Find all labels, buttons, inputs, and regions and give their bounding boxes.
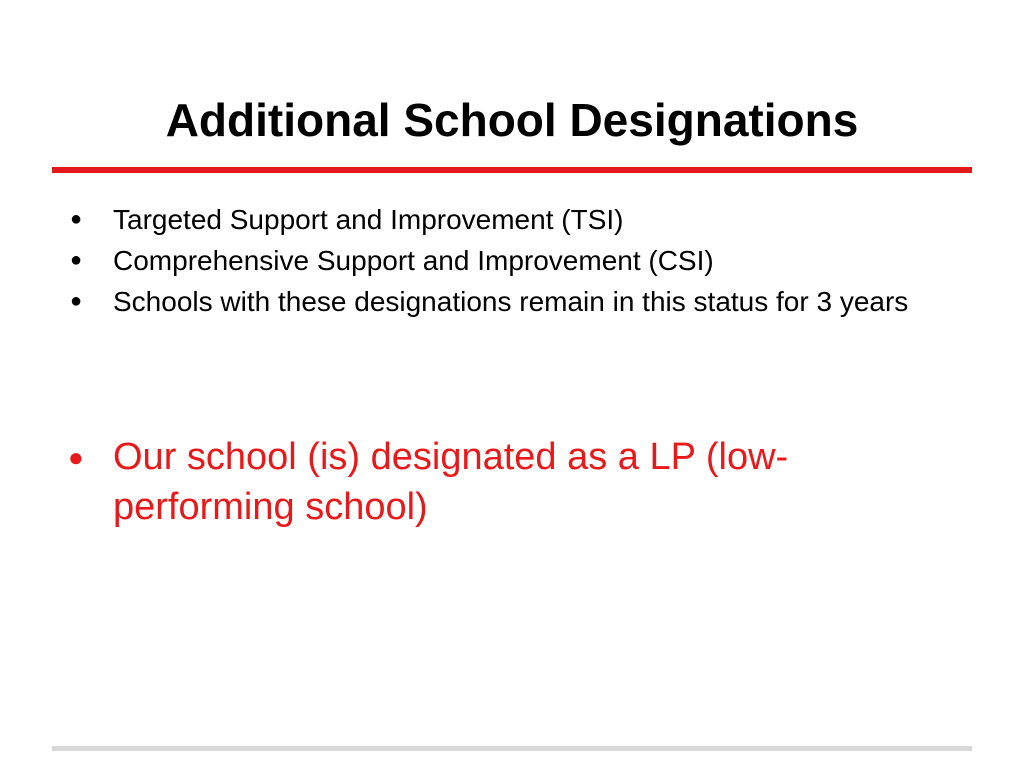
- bullet-dot-icon: ●: [70, 290, 83, 312]
- bullet-dot-icon: ●: [70, 208, 83, 230]
- title-underline-rule: [52, 167, 972, 173]
- highlight-list: [66, 432, 946, 532]
- highlight-text: Our school (is) designated as a LP (low-performing school): [113, 436, 789, 528]
- footer-rule: [52, 746, 972, 751]
- bullet-dot-icon: ●: [70, 249, 83, 271]
- bullet-dot-icon: ●: [68, 442, 84, 472]
- bullet-item: [66, 240, 976, 281]
- bullet-item: [66, 281, 976, 322]
- bullet-text: Targeted Support and Improvement (TSI): [113, 204, 624, 235]
- highlight-item: [66, 432, 946, 532]
- slide-title: Additional School Designations: [165, 94, 859, 146]
- bullet-item: [66, 199, 976, 240]
- bullet-list: [66, 199, 976, 322]
- bullet-text: Schools with these designations remain in this status for 3 years: [113, 286, 909, 317]
- bullet-text: Comprehensive Support and Improvement (CSI): [113, 245, 714, 276]
